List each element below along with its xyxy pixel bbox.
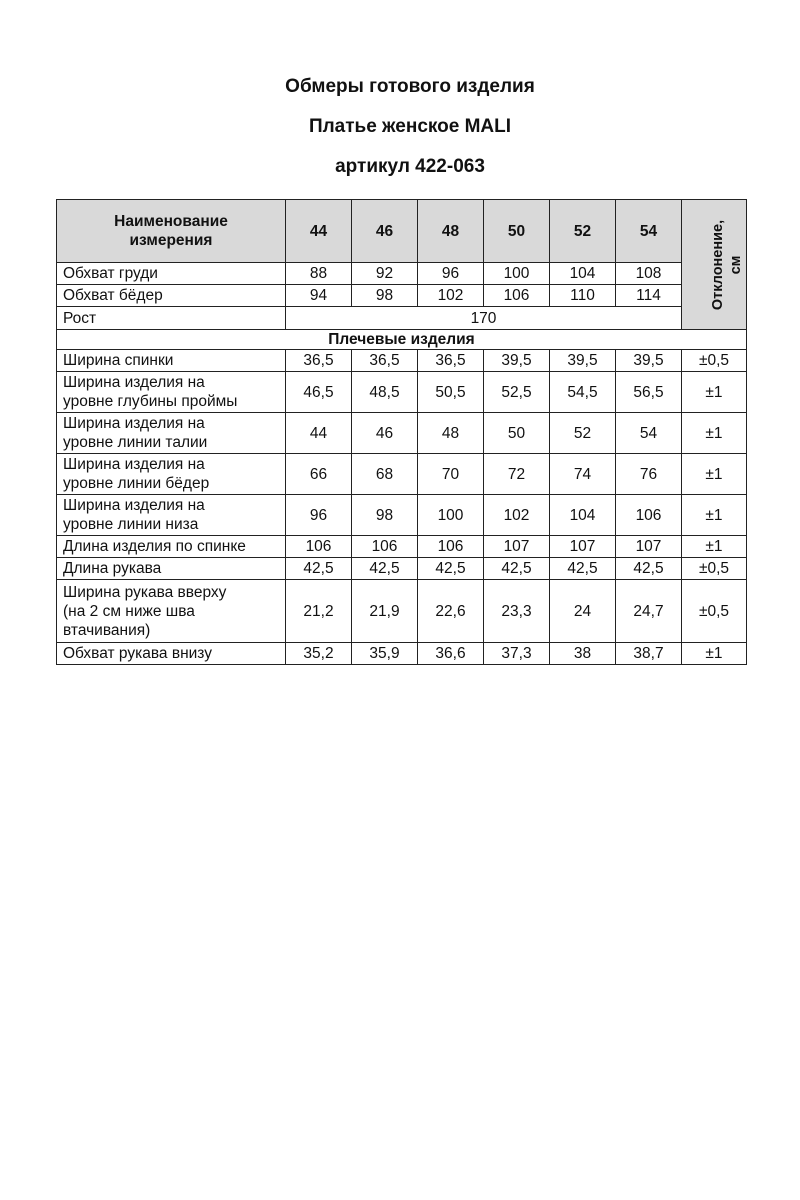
measurement-name <box>57 580 286 643</box>
measurement-name-header <box>57 200 286 263</box>
header-row <box>57 200 747 263</box>
size-value: 38,7 <box>616 643 682 665</box>
size-value: 24,7 <box>616 580 682 643</box>
measurement-name: Обхват бёдер <box>57 285 286 307</box>
table-row <box>57 263 747 285</box>
size-value: 52,5 <box>484 372 550 413</box>
measurement-name-line: Ширина изделия на <box>63 374 205 391</box>
table-row <box>57 536 747 558</box>
size-value: 98 <box>352 285 418 307</box>
measurement-name <box>57 350 286 372</box>
table-row <box>57 454 747 495</box>
size-value: 72 <box>484 454 550 495</box>
measurement-name <box>57 536 286 558</box>
size-value: 68 <box>352 454 418 495</box>
size-value: 96 <box>418 263 484 285</box>
measurement-name-line: уровне линии талии <box>63 434 208 451</box>
size-value: 107 <box>550 536 616 558</box>
measurement-name-line: уровне глубины проймы <box>63 393 238 410</box>
size-value: 96 <box>286 495 352 536</box>
size-value: 42,5 <box>286 558 352 580</box>
size-value: 39,5 <box>550 350 616 372</box>
size-value: 22,6 <box>418 580 484 643</box>
deviation-header-text <box>709 219 745 309</box>
size-value: 92 <box>352 263 418 285</box>
deviation-header-line: Отклонение, <box>710 219 727 310</box>
table-row <box>57 372 747 413</box>
size-value: 100 <box>484 263 550 285</box>
size-value: 107 <box>484 536 550 558</box>
size-value: 108 <box>616 263 682 285</box>
size-value: 106 <box>484 285 550 307</box>
deviation-value: ±1 <box>682 536 747 558</box>
size-value: 21,2 <box>286 580 352 643</box>
table-row <box>57 558 747 580</box>
size-value: 36,5 <box>352 350 418 372</box>
table-row <box>57 495 747 536</box>
measurement-name: Обхват груди <box>57 263 286 285</box>
measurement-name-line: втачивания) <box>63 621 151 639</box>
size-value: 21,9 <box>352 580 418 643</box>
measurement-name-line: Ширина изделия на <box>63 456 205 473</box>
size-value: 56,5 <box>616 372 682 413</box>
deviation-value: ±0,5 <box>682 580 747 643</box>
size-value: 50,5 <box>418 372 484 413</box>
deviation-value: ±0,5 <box>682 350 747 372</box>
size-value: 104 <box>550 495 616 536</box>
measurement-name <box>57 372 286 413</box>
size-value: 35,9 <box>352 643 418 665</box>
measurements-table <box>56 199 747 665</box>
size-value: 66 <box>286 454 352 495</box>
size-header: 50 <box>484 200 550 263</box>
measurement-name <box>57 558 286 580</box>
size-value: 42,5 <box>484 558 550 580</box>
deviation-value: ±0,5 <box>682 558 747 580</box>
deviation-value: ±1 <box>682 643 747 665</box>
deviation-value: ±1 <box>682 413 747 454</box>
table-row <box>57 413 747 454</box>
measurement-name <box>57 495 286 536</box>
size-value: 70 <box>418 454 484 495</box>
size-value: 39,5 <box>484 350 550 372</box>
size-value: 42,5 <box>352 558 418 580</box>
section-row <box>57 330 747 350</box>
size-value: 104 <box>550 263 616 285</box>
measurement-name-line: уровне линии бёдер <box>63 475 210 492</box>
size-value: 54 <box>616 413 682 454</box>
size-value: 107 <box>616 536 682 558</box>
size-value: 106 <box>418 536 484 558</box>
size-value: 100 <box>418 495 484 536</box>
measurement-name <box>57 413 286 454</box>
size-value: 37,3 <box>484 643 550 665</box>
size-value: 110 <box>550 285 616 307</box>
measurement-name-line: Длина изделия по спинке <box>63 538 246 555</box>
measurement-name: Рост <box>57 307 286 330</box>
size-value: 36,5 <box>286 350 352 372</box>
size-value: 38 <box>550 643 616 665</box>
size-value: 74 <box>550 454 616 495</box>
size-header: 46 <box>352 200 418 263</box>
table-body <box>57 200 747 665</box>
size-value: 94 <box>286 285 352 307</box>
measurement-name-line: Ширина рукава вверху <box>63 583 227 601</box>
deviation-value: ±1 <box>682 495 747 536</box>
size-value: 114 <box>616 285 682 307</box>
size-value: 98 <box>352 495 418 536</box>
name-header-line: измерения <box>129 232 213 249</box>
table-row <box>57 350 747 372</box>
size-value: 48 <box>418 413 484 454</box>
size-value: 42,5 <box>616 558 682 580</box>
size-header: 44 <box>286 200 352 263</box>
measurement-name-line: уровне линии низа <box>63 516 199 533</box>
table-row <box>57 307 747 330</box>
name-header-line: Наименование <box>114 213 228 230</box>
size-value: 52 <box>550 413 616 454</box>
size-value: 88 <box>286 263 352 285</box>
size-value: 102 <box>418 285 484 307</box>
deviation-value: ±1 <box>682 454 747 495</box>
measurement-name <box>57 643 286 665</box>
size-value: 23,3 <box>484 580 550 643</box>
measurement-name-line: Обхват рукава внизу <box>63 645 212 662</box>
size-header: 54 <box>616 200 682 263</box>
measurement-name <box>57 454 286 495</box>
article-number: артикул 422-063 <box>335 156 485 177</box>
size-header: 48 <box>418 200 484 263</box>
size-value: 42,5 <box>418 558 484 580</box>
size-value: 39,5 <box>616 350 682 372</box>
size-value: 106 <box>352 536 418 558</box>
table-row <box>57 285 747 307</box>
size-value: 36,5 <box>418 350 484 372</box>
size-value: 36,6 <box>418 643 484 665</box>
size-value: 50 <box>484 413 550 454</box>
deviation-header <box>682 200 747 330</box>
measurement-name-line: Длина рукава <box>63 560 162 577</box>
product-name: Платье женское MALI <box>308 116 512 137</box>
size-value: 24 <box>550 580 616 643</box>
deviation-header-line: см <box>728 255 745 274</box>
size-value: 42,5 <box>550 558 616 580</box>
size-value: 44 <box>286 413 352 454</box>
size-value: 48,5 <box>352 372 418 413</box>
size-value: 35,2 <box>286 643 352 665</box>
measurement-name-line: Ширина изделия на <box>63 415 205 432</box>
size-value: 106 <box>286 536 352 558</box>
size-header: 52 <box>550 200 616 263</box>
measurement-name-line: Ширина спинки <box>63 352 174 369</box>
section-label: Плечевые изделия <box>57 330 747 350</box>
size-value: 106 <box>616 495 682 536</box>
document-title: Обмеры готового изделия <box>285 76 535 97</box>
deviation-value: ±1 <box>682 372 747 413</box>
measurement-name-line: (на 2 см ниже шва <box>63 602 195 620</box>
table-row <box>57 580 747 643</box>
height-value: 170 <box>286 307 682 330</box>
size-value: 46 <box>352 413 418 454</box>
size-value: 102 <box>484 495 550 536</box>
size-value: 54,5 <box>550 372 616 413</box>
table-row <box>57 643 747 665</box>
size-value: 76 <box>616 454 682 495</box>
measurement-name-line: Ширина изделия на <box>63 497 205 514</box>
size-value: 46,5 <box>286 372 352 413</box>
